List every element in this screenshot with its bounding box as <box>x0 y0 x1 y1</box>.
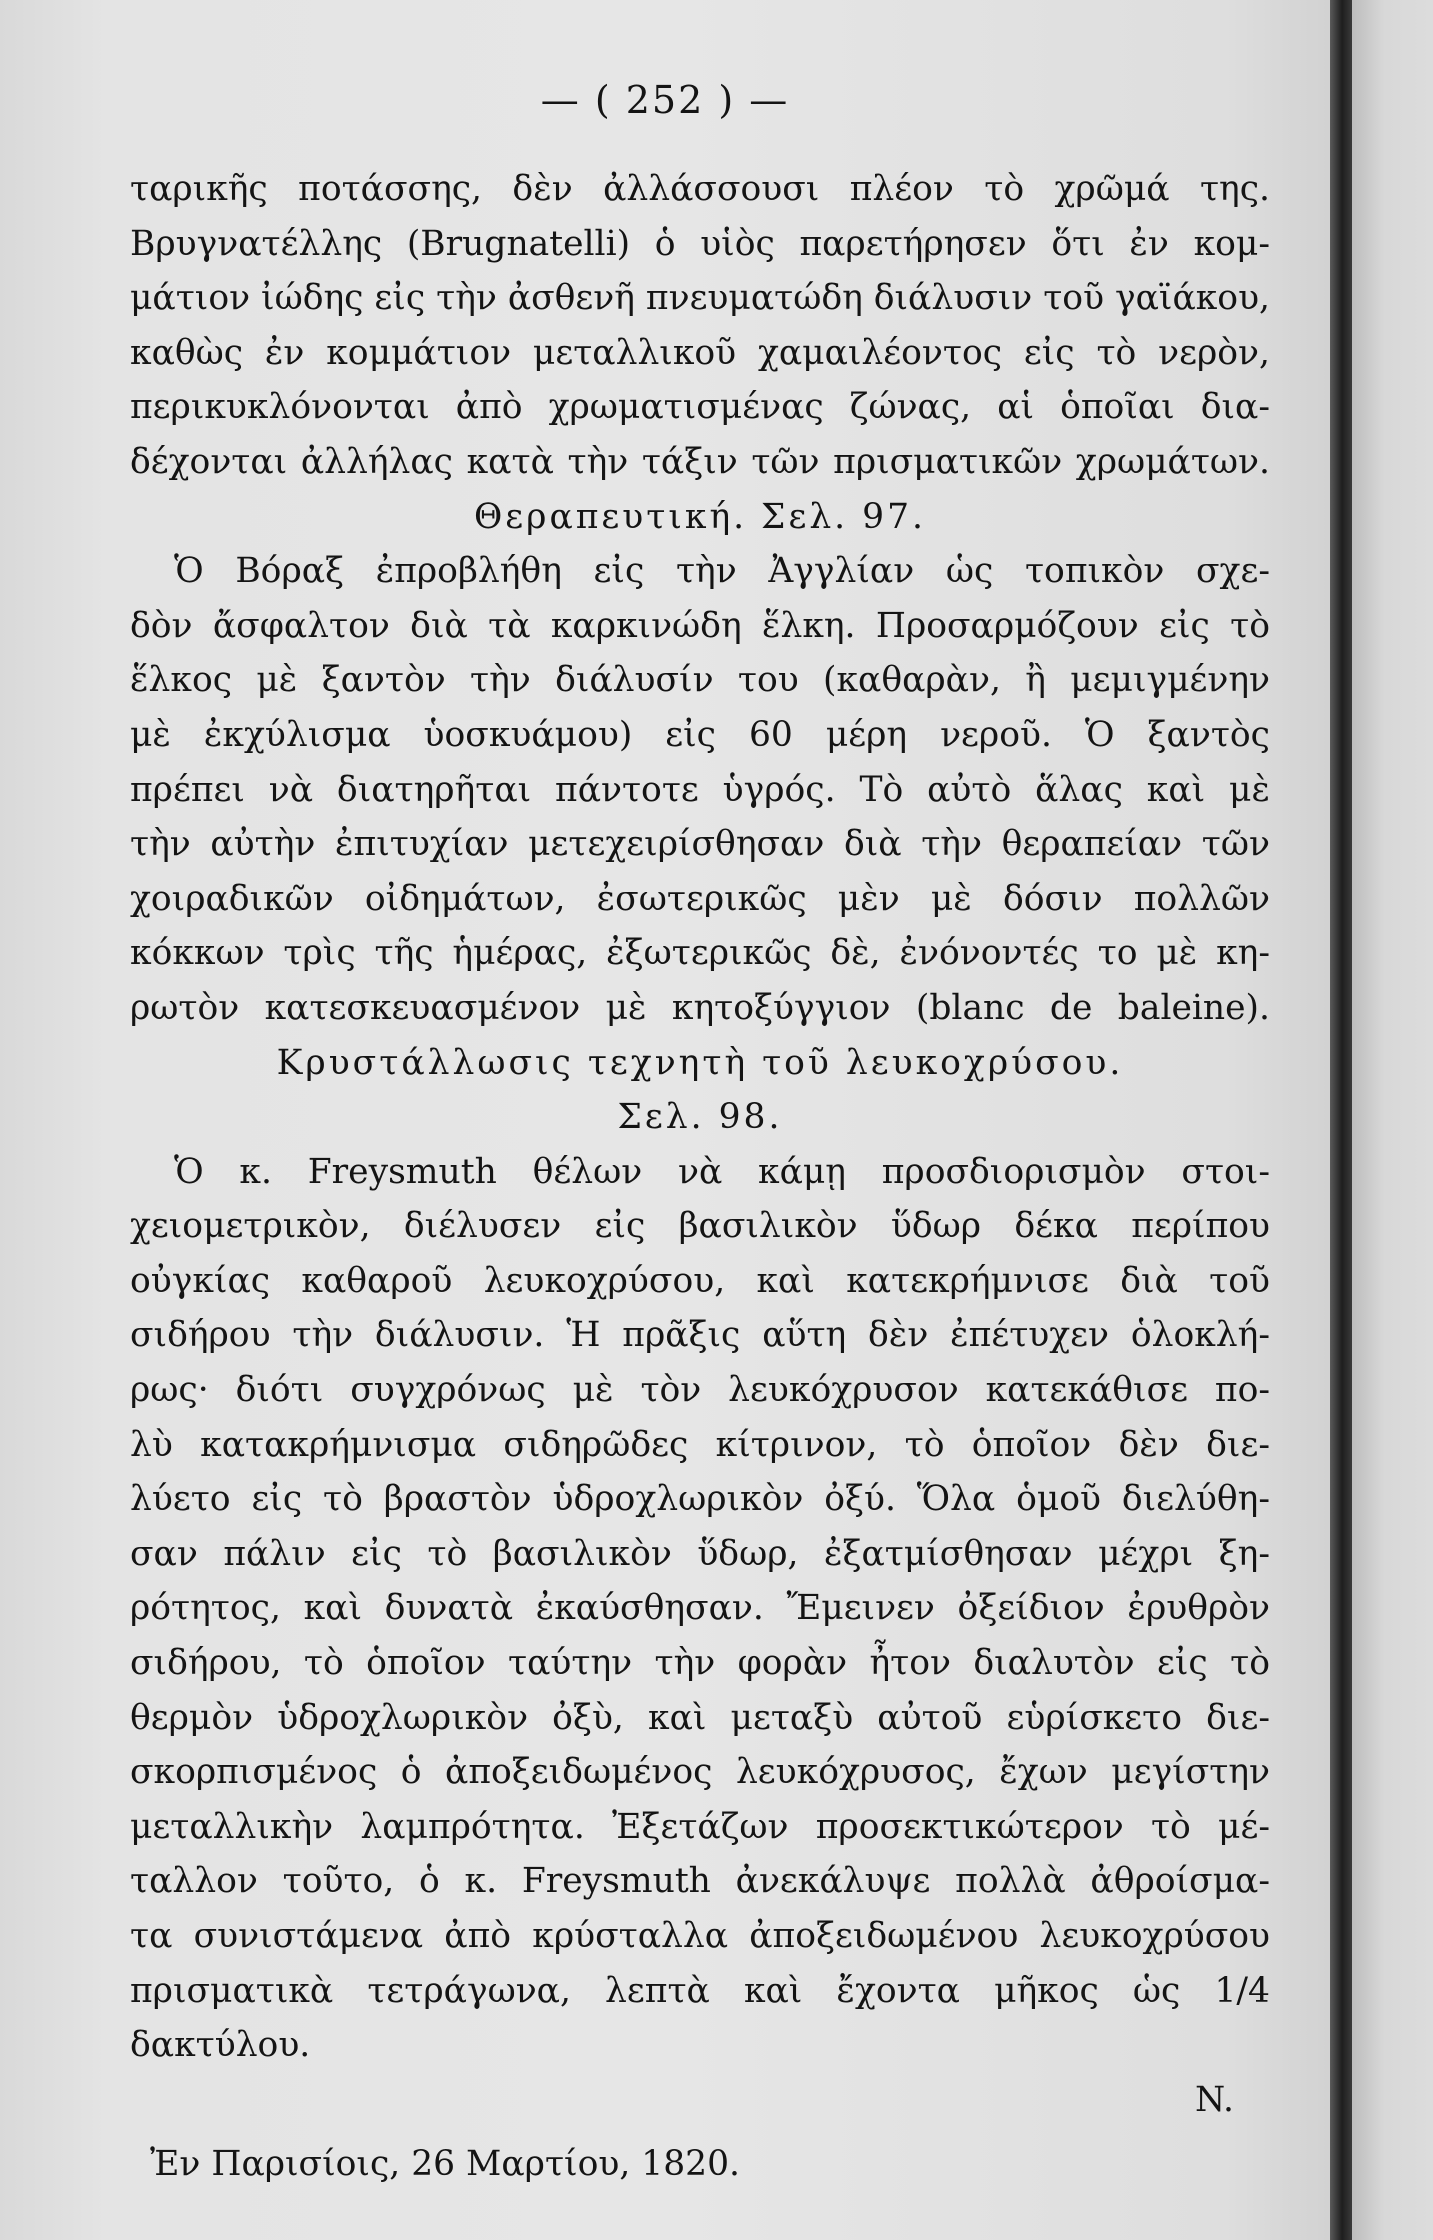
text-line: ἕλκος μὲ ξαντὸν τὴν διάλυσίν του (καθαρὰν, ἢ μεμιγμένην <box>130 660 1270 701</box>
text-line: πρέπει νὰ διατηρῆται πάντοτε ὑγρός. Τὸ αὐτὸ ἅλας καὶ μὲ <box>130 769 1270 810</box>
book-gutter <box>1330 0 1352 2240</box>
text-line: σκορπισμένος ὁ ἀποξειδωμένος λευκόχρυσος, ἔχων μεγίστην <box>130 1752 1270 1793</box>
section-heading: Κρυστάλλωσις τεχνητὴ τοῦ λευκοχρύσου. <box>276 1042 1124 1083</box>
text-line: λύετο εἰς τὸ βραστὸν ὑδροχλωρικὸν ὀξύ. Ὅλα ὁμοῦ διελύθη- <box>130 1479 1270 1520</box>
text-line: δακτύλου. <box>130 2025 311 2066</box>
text-line: χοιραδικῶν οἰδημάτων, ἐσωτερικῶς μὲν μὲ δόσιν πολλῶν <box>130 878 1270 919</box>
text-line: ρως· διότι συγχρόνως μὲ τὸν λευκόχρυσον κατεκάθισε πο- <box>130 1370 1270 1411</box>
text-line: περικυκλόνονται ἀπὸ χρωματισμένας ζώνας, αἱ ὁποῖαι δια- <box>130 387 1270 428</box>
text-line: μεταλλικὴν λαμπρότητα. Ἐξετάζων προσεκτικώτερον τὸ μέ- <box>130 1806 1270 1847</box>
text-line: ταλλον τοῦτο, ὁ κ. Freysmuth ἀνεκάλυψε πολλὰ ἀθροίσμα- <box>130 1861 1270 1902</box>
text-line: τὴν αὐτὴν ἐπιτυχίαν μετεχειρίσθησαν διὰ τὴν θεραπείαν τῶν <box>130 824 1270 865</box>
page-header: — ( 252 ) — <box>540 78 790 122</box>
signature: N. <box>1195 2079 1234 2120</box>
text-line: δέχονται ἀλλήλας κατὰ τὴν τάξιν τῶν πρισματικῶν χρωμάτων. <box>130 441 1270 482</box>
text-line: ρωτὸν κατεσκευασμένον μὲ κητοξύγγιον (blanc de baleine). <box>130 987 1270 1028</box>
text-line: τα συνιστάμενα ἀπὸ κρύσταλλα ἀποξειδωμένου λευκοχρύσου <box>130 1916 1270 1956</box>
section-heading-page-ref: Σελ. 98. <box>617 1097 783 1138</box>
text-line: κόκκων τρὶς τῆς ἡμέρας, ἐξωτερικῶς δὲ, ἐνόνοντές το μὲ κη- <box>130 933 1270 974</box>
text-line: ταρικῆς ποτάσσης, δὲν ἀλλάσσουσι πλέον τὸ χρῶμά της. <box>130 169 1270 209</box>
text-line: οὐγκίας καθαροῦ λευκοχρύσου, καὶ κατεκρήμνισε διὰ τοῦ <box>130 1260 1270 1301</box>
text-line: θερμὸν ὑδροχλωρικὸν ὀξὺ, καὶ μεταξὺ αὐτοῦ εὑρίσκετο διε- <box>130 1697 1270 1738</box>
text-line: μάτιον ἰώδης εἰς τὴν ἀσθενῆ πνευματώδη διάλυσιν τοῦ γαϊάκου, <box>130 278 1271 319</box>
text-line: ρότητος, καὶ δυνατὰ ἐκαύσθησαν. Ἔμεινεν ὀξείδιον ἐρυθρὸν <box>130 1588 1270 1629</box>
text-line: χειομετρικὸν, διέλυσεν εἰς βασιλικὸν ὕδωρ δέκα περίπου <box>130 1206 1270 1247</box>
text-line: σιδήρου, τὸ ὁποῖον ταύτην τὴν φορὰν ἦτον διαλυτὸν εἰς τὸ <box>130 1643 1270 1684</box>
text-line: μὲ ἐκχύλισμα ὑοσκυάμου) εἰς 60 μέρη νεροῦ. Ὁ ξαντὸς <box>130 714 1270 755</box>
text-line: καθὼς ἐν κομμάτιον μεταλλικοῦ χαμαιλέοντος εἰς τὸ νερὸν, <box>130 332 1270 373</box>
section-heading: Θεραπευτική. Σελ. 97. <box>474 496 926 537</box>
adjacent-page-edge <box>1352 0 1433 2240</box>
text-line: λὺ κατακρήμνισμα σιδηρῶδες κίτρινον, τὸ ὁποῖον δὲν διε- <box>130 1424 1270 1465</box>
text-line: πρισματικὰ τετράγωνα, λεπτὰ καὶ ἔχοντα μῆκος ὡς 1/4 <box>130 1970 1270 2011</box>
text-line: σιδήρου τὴν διάλυσιν. Ἡ πρᾶξις αὕτη δὲν ἐπέτυχεν ὁλοκλή- <box>130 1315 1270 1356</box>
text-line: Ὁ Βόραξ ἐπροβλήθη εἰς τὴν Ἀγγλίαν ὡς τοπικὸν σχε- <box>174 551 1270 592</box>
text-line: δὸν ἄσφαλτον διὰ τὰ καρκινώδη ἕλκη. Προσαρμόζουν εἰς τὸ <box>130 605 1270 646</box>
text-line: Ὁ κ. Freysmuth θέλων νὰ κάμῃ προσδιορισμὸν στοι- <box>174 1151 1270 1192</box>
body-text <box>130 162 1270 2192</box>
text-line: σαν πάλιν εἰς τὸ βασιλικὸν ὕδωρ, ἐξατμίσθησαν μέχρι ξη- <box>130 1533 1270 1574</box>
dateline: Ἐν Παρισίοις, 26 Μαρτίου, 1820. <box>150 2144 741 2185</box>
text-line: Βρυγνατέλλης (Brugnatelli) ὁ υἱὸς παρετήρησεν ὅτι ἐν κομ- <box>130 223 1270 264</box>
